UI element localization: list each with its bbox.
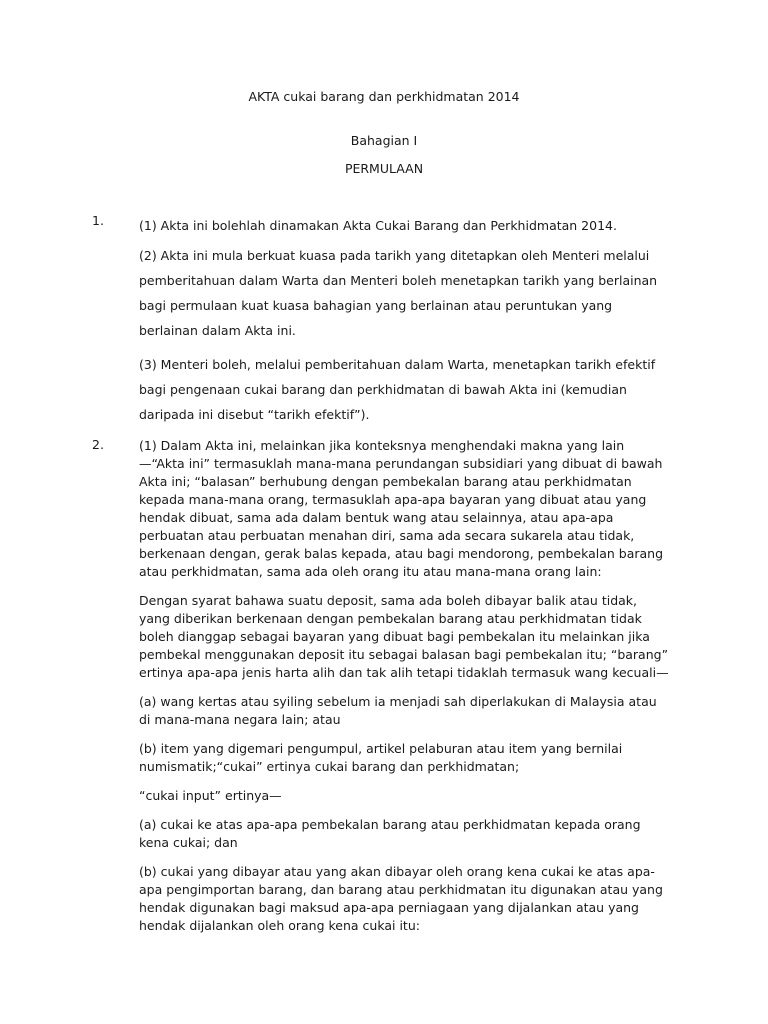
section-paragraph: Dengan syarat bahawa suatu deposit, sama ada boleh dibayar balik atau tidak, yang diberikan berkenaan dengan pembekalan barang atau perkhidmatan tidak boleh dianggap sebagai bayaran yang dibuat bagi pembekalan itu melainkan jika pembekal menggunakan deposit itu sebagai balasan bagi pembekalan itu; “barang” ertinya apa-apa jenis harta alih dan tak alih tetapi tidaklah termasuk wang kecuali—	[139, 593, 669, 680]
section-body	[139, 437, 669, 946]
section-paragraph: (b) cukai yang dibayar atau yang akan dibayar oleh orang kena cukai ke atas apa-apa pengimportan barang, dan barang atau perkhidmatan itu digunakan atau yang hendak digunakan bagi maksud apa-apa perniagaan yang dijalankan atau yang hendak dijalankan oleh orang kena cukai itu:	[139, 864, 663, 933]
section-paragraph: (2) Akta ini mula berkuat kuasa pada tarikh yang ditetapkan oleh Menteri melalui pemberitahuan dalam Warta dan Menteri boleh menetapkan tarikh yang berlainan bagi permulaan kuat kuasa bahagian yang berlainan atau peruntukan yang berlainan dalam Akta ini.	[139, 248, 658, 338]
part-heading: Bahagian I	[350, 133, 418, 148]
section-number: 1.	[92, 213, 104, 228]
section-paragraph: (a) wang kertas atau syiling sebelum ia menjadi sah diperlakukan di Malaysia atau di mana-mana negara lain; atau	[139, 694, 657, 727]
section-paragraph: (1) Akta ini bolehlah dinamakan Akta Cukai Barang dan Perkhidmatan 2014.	[139, 218, 617, 233]
section-paragraph: (1) Dalam Akta ini, melainkan jika konteksnya menghendaki makna yang lain—“Akta ini” termasuklah mana-mana perundangan subsidiari yang dibuat di bawah Akta ini; “balasan” berhubung dengan pembekalan barang atau perkhidmatan kepada mana-mana orang, termasuklah apa-apa bayaran yang dibuat atau yang hendak dibuat, sama ada dalam bentuk wang atau selainnya, atau apa-apa perbuatan atau perbuatan menahan diri, sama ada secara sukarela atau tidak, berkenaan dengan, gerak balas kepada, atau bagi mendorong, pembekalan barang atau perkhidmatan, sama ada oleh orang itu atau mana-mana orang lain:	[139, 438, 664, 579]
section-number: 2.	[92, 437, 104, 452]
section-paragraph: (a) cukai ke atas apa-apa pembekalan barang atau perkhidmatan kepada orang kena cukai; dan	[139, 817, 641, 850]
part-name: PERMULAAN	[344, 161, 424, 176]
section-paragraph: (3) Menteri boleh, melalui pemberitahuan dalam Warta, menetapkan tarikh efektif bagi pengenaan cukai barang dan perkhidmatan di bawah Akta ini (kemudian daripada ini disebut “tarikh efektif”).	[139, 357, 656, 422]
section-paragraph: “cukai input” ertinya—	[139, 788, 282, 803]
document-title: AKTA cukai barang dan perkhidmatan 2014	[248, 89, 520, 104]
section-paragraph: (b) item yang digemari pengumpul, artikel pelaburan atau item yang bernilai numismatik;“cukai” ertinya cukai barang dan perkhidmatan;	[139, 741, 623, 774]
